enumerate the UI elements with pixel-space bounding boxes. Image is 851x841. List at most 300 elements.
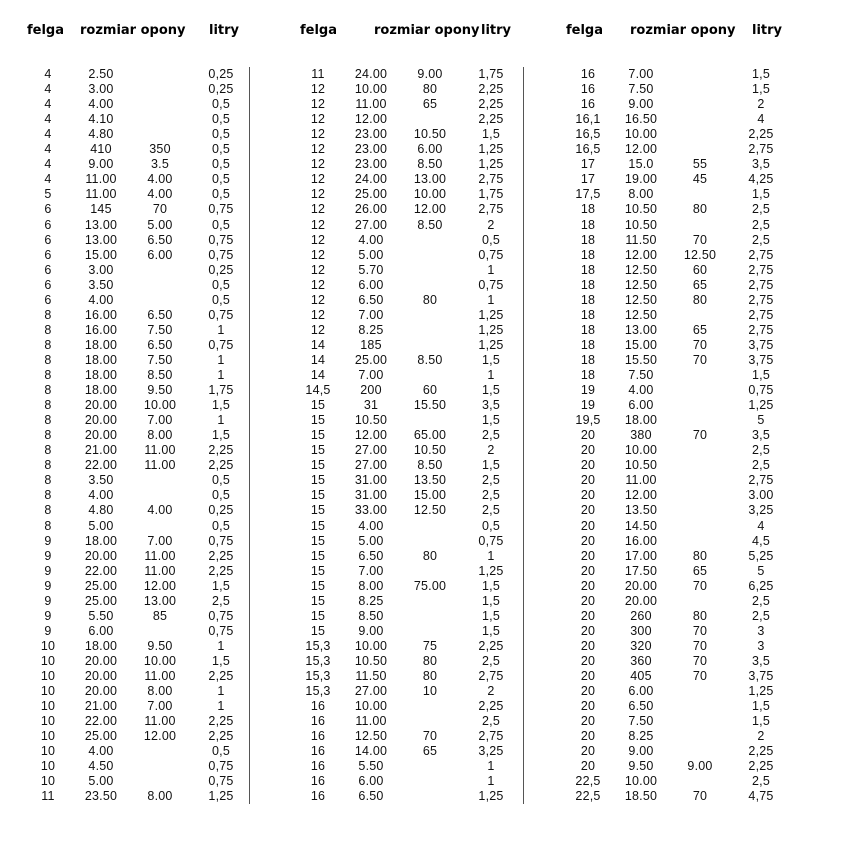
liters-cell: 0,5: [482, 232, 500, 247]
table-row: [288, 127, 548, 142]
tire-size-cell: 10.50: [354, 653, 388, 668]
table-row: [18, 443, 278, 458]
rim-size-cell: 8: [44, 428, 52, 443]
table-row: [558, 503, 818, 518]
table-row: [18, 503, 278, 518]
table-row: [558, 82, 818, 97]
rim-size-cell: 12: [310, 202, 326, 217]
liters-cell: 4: [757, 518, 765, 533]
liters-cell: 0,5: [212, 187, 230, 202]
tire-size-cell: 145: [90, 202, 112, 217]
tire-profile-cell: 8.50: [417, 217, 443, 232]
table-row: [558, 744, 818, 759]
tire-profile-cell: 4.00: [147, 172, 173, 187]
table-row: [558, 534, 818, 549]
tire-size-cell: 23.00: [354, 157, 388, 172]
rim-size-cell: 14: [310, 368, 326, 382]
rim-size-cell: 18: [580, 232, 596, 247]
table-row: [558, 594, 818, 609]
table-row: [18, 82, 278, 97]
tire-size-cell: 9.50: [628, 759, 654, 774]
rim-size-cell: 15: [310, 503, 326, 518]
rim-size-cell: 4: [44, 112, 52, 127]
liters-cell: 2,25: [208, 548, 234, 563]
rim-size-cell: 12: [310, 142, 326, 157]
liters-cell: 2: [757, 97, 765, 112]
liters-cell: 0,5: [212, 473, 230, 488]
table-row: [18, 398, 278, 413]
rim-size-cell: 20: [580, 653, 596, 668]
tire-size-cell: 13.00: [84, 217, 118, 232]
tire-profile-cell: 11.00: [144, 563, 176, 578]
table-row: [288, 503, 548, 518]
liters-cell: 2,25: [208, 729, 234, 744]
liters-cell: 0,75: [208, 202, 234, 217]
tire-profile-cell: 70: [692, 428, 708, 443]
tire-size-cell: 6.00: [628, 684, 654, 699]
rim-size-cell: 15: [310, 578, 326, 593]
table-row: [288, 97, 548, 112]
rim-size-cell: 20: [580, 578, 596, 593]
liters-cell: 1,5: [482, 608, 500, 623]
tire-profile-cell: 8.50: [147, 368, 173, 382]
tire-size-cell: 320: [630, 638, 652, 653]
liters-cell: 0,5: [212, 488, 230, 503]
liters-cell: 0,75: [208, 337, 234, 352]
tire-profile-cell: 70: [152, 202, 168, 217]
rim-size-cell: 20: [580, 684, 596, 699]
table-row: [288, 323, 548, 338]
liters-cell: 2,5: [752, 202, 770, 217]
tire-size-cell: 10.50: [354, 413, 388, 428]
tire-profile-cell: 3.5: [151, 157, 169, 172]
rim-size-cell: 4: [44, 67, 52, 81]
tire-size-cell: 24.00: [354, 67, 388, 81]
table-row: [558, 248, 818, 263]
tire-size-cell: 23.00: [354, 127, 388, 142]
table-row: [18, 263, 278, 278]
table-row: [288, 187, 548, 202]
table-row: [18, 729, 278, 744]
tire-size-cell: 405: [630, 669, 652, 683]
table-row: [558, 353, 818, 368]
tire-size-cell: 10.00: [354, 82, 388, 97]
liters-cell: 2,5: [212, 593, 230, 608]
rim-size-cell: 20: [580, 428, 596, 443]
tire-size-cell: 18.00: [84, 368, 118, 382]
table-row: [18, 218, 278, 233]
table-row: [18, 157, 278, 172]
liters-cell: 3,5: [482, 398, 500, 413]
rim-size-cell: 10: [40, 638, 56, 653]
rim-size-cell: 15: [310, 428, 326, 443]
table-row: [288, 308, 548, 323]
rim-size-cell: 18: [580, 322, 596, 337]
tire-profile-cell: 60: [422, 383, 438, 398]
table-row: [288, 263, 548, 278]
rim-size-cell: 8: [44, 322, 52, 337]
liters-cell: 0,5: [212, 744, 230, 759]
rim-size-cell: 20: [580, 548, 596, 563]
rim-size-cell: 20: [580, 518, 596, 533]
liters-cell: 1,5: [752, 368, 770, 382]
table-row: [288, 579, 548, 594]
header-rozmiar-2: rozmiar opony: [374, 23, 480, 38]
tire-size-cell: 7.50: [628, 82, 654, 97]
liters-cell: 6,25: [748, 578, 774, 593]
tire-size-cell: 410: [90, 142, 112, 157]
rim-size-cell: 4: [44, 127, 52, 142]
tire-profile-cell: 10.00: [143, 398, 177, 413]
table-row: [288, 594, 548, 609]
rim-size-cell: 18: [580, 292, 596, 307]
tire-size-cell: 31: [363, 398, 379, 413]
table-row: [558, 293, 818, 308]
tire-size-cell: 10.50: [624, 458, 658, 473]
tire-size-cell: 12.50: [354, 729, 388, 744]
liters-cell: 0,75: [478, 247, 504, 262]
liters-cell: 1,5: [482, 458, 500, 473]
liters-cell: 2,25: [478, 97, 504, 112]
tire-size-cell: 17.50: [624, 563, 658, 578]
table-row: [288, 669, 548, 684]
tire-size-cell: 20.00: [84, 413, 118, 428]
liters-cell: 4,25: [748, 172, 774, 187]
tire-size-cell: 31.00: [354, 473, 388, 488]
table-row: [18, 428, 278, 443]
liters-cell: 0,75: [208, 307, 234, 322]
rim-size-cell: 20: [580, 443, 596, 458]
rim-size-cell: 15: [310, 533, 326, 548]
liters-cell: 2: [487, 443, 495, 458]
table-row: [18, 368, 278, 383]
tire-profile-cell: 9.50: [147, 383, 173, 398]
tire-size-cell: 27.00: [354, 458, 388, 473]
tire-size-cell: 11.50: [355, 669, 387, 683]
liters-cell: 1,25: [208, 789, 234, 804]
rim-size-cell: 6: [44, 232, 52, 247]
header-felga-3: felga: [566, 23, 604, 38]
tire-profile-cell: 70: [692, 653, 708, 668]
liters-cell: 1: [487, 292, 495, 307]
tire-size-cell: 12.00: [354, 428, 388, 443]
liters-cell: 0,5: [212, 112, 230, 127]
rim-size-cell: 9: [44, 608, 52, 623]
rim-size-cell: 12: [310, 112, 326, 127]
tire-profile-cell: 6.50: [147, 337, 173, 352]
table-row: [558, 67, 818, 82]
liters-cell: 0,75: [208, 774, 234, 789]
tire-size-cell: 200: [360, 383, 382, 398]
rim-size-cell: 6: [44, 217, 52, 232]
tire-profile-cell: 11.00: [144, 548, 176, 563]
rim-size-cell: 19,5: [575, 413, 601, 428]
tire-size-cell: 9.00: [628, 744, 654, 759]
table-row: [18, 774, 278, 789]
tire-size-cell: 3.50: [88, 473, 114, 488]
rim-size-cell: 15: [310, 458, 326, 473]
liters-cell: 2,75: [748, 307, 774, 322]
rim-size-cell: 20: [580, 729, 596, 744]
liters-cell: 0,75: [208, 247, 234, 262]
table-row: [18, 594, 278, 609]
table-row: [18, 744, 278, 759]
rim-size-cell: 6: [44, 247, 52, 262]
rim-size-cell: 18: [580, 262, 596, 277]
liters-cell: 2,5: [482, 714, 500, 729]
tire-size-cell: 6.00: [358, 774, 384, 789]
rim-size-cell: 4: [44, 142, 52, 157]
rim-size-cell: 10: [40, 729, 56, 744]
header-felga-1: felga: [27, 23, 65, 38]
table-row: [18, 308, 278, 323]
rim-size-cell: 20: [580, 714, 596, 729]
table-row: [288, 202, 548, 217]
rim-size-cell: 20: [580, 669, 596, 683]
liters-cell: 2: [487, 684, 495, 699]
table-row: [18, 549, 278, 564]
tire-profile-cell: 65: [422, 97, 438, 112]
rim-size-cell: 12: [310, 292, 326, 307]
tire-profile-cell: 350: [149, 142, 171, 157]
tire-profile-cell: 80: [422, 82, 438, 97]
rim-size-cell: 16: [580, 97, 596, 112]
liters-cell: 2,5: [752, 217, 770, 232]
rim-size-cell: 8: [44, 383, 52, 398]
rim-size-cell: 15: [310, 593, 326, 608]
liters-cell: 1: [217, 638, 225, 653]
table-row: [288, 774, 548, 789]
rim-size-cell: 18: [580, 368, 596, 382]
rim-size-cell: 15: [310, 443, 326, 458]
table-row: [288, 218, 548, 233]
table-row: [288, 353, 548, 368]
tire-size-cell: 360: [630, 653, 652, 668]
table-row: [288, 413, 548, 428]
rim-size-cell: 8: [44, 337, 52, 352]
tire-size-cell: 4.00: [88, 488, 114, 503]
table-row: [288, 624, 548, 639]
liters-cell: 2,75: [748, 262, 774, 277]
tire-size-cell: 21.00: [84, 443, 118, 458]
rim-size-cell: 12: [310, 322, 326, 337]
tire-size-cell: 12.00: [354, 112, 388, 127]
tire-profile-cell: 10: [422, 684, 438, 699]
table-row: [18, 624, 278, 639]
header-rozmiar-3: rozmiar opony: [630, 23, 736, 38]
tire-profile-cell: 85: [152, 608, 168, 623]
tire-size-cell: 7.00: [628, 67, 654, 81]
tire-size-cell: 2.50: [88, 67, 114, 81]
rim-size-cell: 12: [310, 307, 326, 322]
rim-size-cell: 10: [40, 669, 56, 683]
table-row: [288, 383, 548, 398]
rim-size-cell: 20: [580, 608, 596, 623]
liters-cell: 1: [217, 699, 225, 714]
liters-cell: 0,5: [212, 172, 230, 187]
rim-size-cell: 6: [44, 202, 52, 217]
liters-cell: 5: [757, 563, 765, 578]
table-row: [288, 519, 548, 534]
tire-profile-cell: 9.50: [147, 638, 173, 653]
table-row: [18, 112, 278, 127]
table-row: [558, 684, 818, 699]
table-row: [18, 654, 278, 669]
tire-size-cell: 9.00: [88, 157, 114, 172]
rim-size-cell: 9: [44, 593, 52, 608]
tire-profile-cell: 80: [692, 608, 708, 623]
table-row: [288, 549, 548, 564]
table-row: [288, 488, 548, 503]
header-litry-3: litry: [752, 23, 783, 38]
liters-cell: 0,5: [212, 518, 230, 533]
liters-cell: 2,5: [752, 774, 770, 789]
table-row: [558, 112, 818, 127]
tire-profile-cell: 12.00: [143, 729, 177, 744]
table-row: [288, 789, 548, 804]
liters-cell: 2,5: [482, 653, 500, 668]
rim-size-cell: 9: [44, 563, 52, 578]
tire-size-cell: 7.50: [628, 714, 654, 729]
tire-profile-cell: 11.00: [144, 669, 176, 683]
liters-cell: 2,25: [208, 458, 234, 473]
rim-size-cell: 18: [580, 202, 596, 217]
liters-cell: 0,75: [208, 533, 234, 548]
rim-size-cell: 15: [310, 413, 326, 428]
rim-size-cell: 8: [44, 398, 52, 413]
liters-cell: 1: [487, 262, 495, 277]
tire-size-cell: 13.00: [624, 322, 658, 337]
tire-size-cell: 26.00: [354, 202, 388, 217]
tire-size-cell: 4.80: [88, 127, 114, 142]
table-row: [18, 353, 278, 368]
table-row: [558, 428, 818, 443]
liters-cell: 2,25: [478, 699, 504, 714]
liters-cell: 0,75: [208, 623, 234, 638]
header-felga-2: felga: [300, 23, 338, 38]
tire-size-cell: 8.25: [628, 729, 654, 744]
liters-cell: 2,25: [748, 127, 774, 142]
liters-cell: 1,5: [752, 187, 770, 202]
table-row: [18, 142, 278, 157]
rim-size-cell: 9: [44, 578, 52, 593]
table-row: [18, 579, 278, 594]
tire-size-cell: 4.10: [88, 112, 114, 127]
table-row: [558, 669, 818, 684]
tire-profile-cell: 65: [692, 277, 708, 292]
table-row: [558, 549, 818, 564]
tire-profile-cell: 80: [692, 202, 708, 217]
table-row: [558, 368, 818, 383]
tire-size-cell: 4.00: [358, 518, 384, 533]
liters-cell: 1: [487, 368, 495, 382]
tire-size-cell: 8.50: [358, 608, 384, 623]
rim-size-cell: 8: [44, 518, 52, 533]
table-row: [288, 398, 548, 413]
tire-profile-cell: 65: [692, 563, 708, 578]
rim-size-cell: 19: [580, 398, 596, 413]
liters-cell: 1: [487, 774, 495, 789]
table-row: [18, 669, 278, 684]
liters-cell: 0,5: [212, 127, 230, 142]
tire-size-cell: 27.00: [354, 684, 388, 699]
tire-size-cell: 10.00: [624, 774, 658, 789]
tire-profile-cell: 10.00: [143, 653, 177, 668]
liters-cell: 1,25: [478, 322, 504, 337]
table-row: [18, 293, 278, 308]
table-row: [18, 278, 278, 293]
tire-size-cell: 22.00: [84, 563, 118, 578]
liters-cell: 2,75: [748, 292, 774, 307]
liters-cell: 2,5: [752, 232, 770, 247]
table-row: [558, 443, 818, 458]
liters-cell: 3.00: [748, 488, 774, 503]
rim-size-cell: 10: [40, 699, 56, 714]
tire-size-cell: 4.00: [88, 97, 114, 112]
tire-size-cell: 7.00: [358, 368, 384, 382]
table-row: [18, 473, 278, 488]
rim-size-cell: 12: [310, 82, 326, 97]
rim-size-cell: 20: [580, 623, 596, 638]
tire-size-cell: 10.00: [624, 127, 658, 142]
liters-cell: 2,75: [478, 729, 504, 744]
tire-profile-cell: 13.50: [413, 473, 447, 488]
rim-size-cell: 20: [580, 458, 596, 473]
rim-size-cell: 11: [311, 67, 325, 81]
tire-size-cell: 9.00: [628, 97, 654, 112]
tire-size-cell: 18.00: [84, 383, 118, 398]
table-row: [558, 519, 818, 534]
liters-cell: 1,25: [478, 142, 504, 157]
liters-cell: 2,25: [208, 443, 234, 458]
rim-size-cell: 10: [40, 714, 56, 729]
rim-size-cell: 15,3: [305, 669, 331, 683]
liters-cell: 3,5: [752, 428, 770, 443]
tire-profile-cell: 8.00: [147, 428, 173, 443]
table-row: [558, 323, 818, 338]
table-row: [558, 97, 818, 112]
tire-size-cell: 16.50: [624, 112, 658, 127]
header-litry-1: litry: [209, 23, 240, 38]
rim-size-cell: 15: [310, 623, 326, 638]
table-row: [18, 413, 278, 428]
table-row: [18, 67, 278, 82]
tire-size-cell: 33.00: [354, 503, 388, 518]
tire-profile-cell: 7.00: [147, 413, 173, 428]
table-row: [288, 233, 548, 248]
tire-profile-cell: 55: [692, 157, 708, 172]
rim-size-cell: 12: [310, 277, 326, 292]
tire-size-cell: 15.00: [624, 337, 658, 352]
rim-size-cell: 10: [40, 744, 56, 759]
liters-cell: 1,25: [478, 337, 504, 352]
tire-profile-cell: 13.00: [413, 172, 447, 187]
tire-size-cell: 6.50: [358, 548, 384, 563]
table-row: [288, 67, 548, 82]
tire-profile-cell: 11.00: [144, 443, 176, 458]
table-row: [558, 624, 818, 639]
tire-size-cell: 17.00: [624, 548, 658, 563]
tire-profile-cell: 8.50: [417, 352, 443, 367]
tire-profile-cell: 70: [692, 669, 708, 683]
rim-size-cell: 17,5: [575, 187, 601, 202]
table-row: [558, 789, 818, 804]
tire-size-cell: 12.00: [624, 247, 658, 262]
tire-profile-cell: 70: [692, 623, 708, 638]
header-rozmiar-1: rozmiar opony: [80, 23, 186, 38]
table-row: [558, 142, 818, 157]
table-row: [558, 699, 818, 714]
